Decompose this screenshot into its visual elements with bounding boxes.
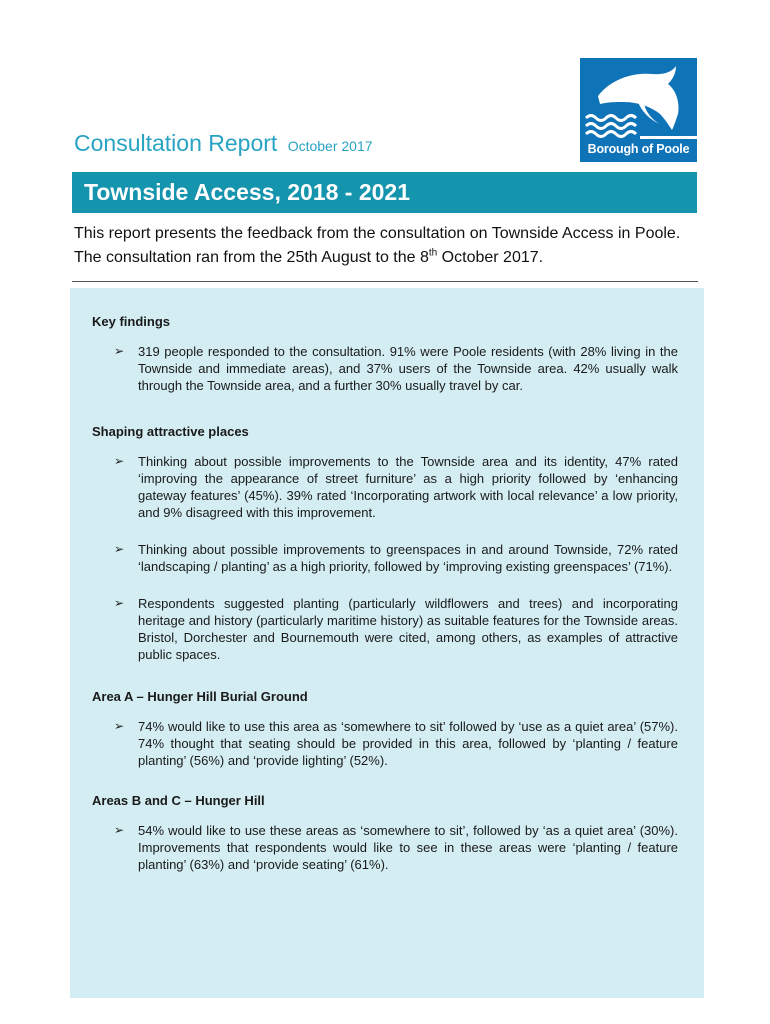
report-title (74, 130, 373, 157)
list-item (92, 718, 678, 769)
list-item-text: Thinking about possible improvements to the Townside area and its identity, 47% rated ‘improving the appearance of street furniture’ as a high priority followed by ‘enhancing gateway features’ (45%). 39% rated ‘Incorporating artwork with local relevance’ a low priority, and 9% disagreed with this improvement. (138, 454, 678, 520)
section-heading: Areas B and C – Hunger Hill (92, 793, 265, 808)
title-banner: Townside Access, 2018 - 2021 (72, 172, 697, 213)
arrow-bullet-icon: ➢ (114, 454, 125, 468)
arrow-bullet-icon: ➢ (114, 596, 125, 610)
intro-paragraph (74, 222, 700, 270)
list-item (92, 343, 678, 394)
list-item-text: Respondents suggested planting (particularly wildflowers and trees) and incorporating heritage and history (particularly maritime history) as suitable features for the Townside areas. Bristol, Dorchester and Bournemouth were cited, among others, as examples of attractive public spaces. (138, 596, 678, 662)
report-date: October 2017 (287, 138, 373, 154)
section-heading: Shaping attractive places (92, 424, 249, 439)
section-shaping-attractive-places (92, 424, 678, 663)
list-item-text: Thinking about possible improvements to greenspaces in and around Townside, 72% rated ‘landscaping / planting’ as a high priority, followed by ‘improving existing greenspaces’ (71%). (138, 542, 678, 574)
arrow-bullet-icon: ➢ (114, 344, 125, 358)
list-item-text: 54% would like to use these areas as ‘somewhere to sit’, followed by ‘as a quiet area’ (30%). Improvements that respondents would like to see in these areas were ‘planting / feature planting’ (63%) and ‘provide seating’ (61%). (138, 823, 678, 872)
list-item (92, 541, 678, 575)
arrow-bullet-icon: ➢ (114, 823, 125, 837)
section-areas-b-c (92, 793, 678, 873)
list-item (92, 822, 678, 873)
dolphin-icon (580, 58, 697, 148)
intro-text-end: October 2017. (437, 249, 544, 266)
section-key-findings (92, 314, 678, 394)
arrow-bullet-icon: ➢ (114, 719, 125, 733)
report-title-text: Consultation Report (74, 130, 278, 156)
divider (72, 281, 698, 282)
list-item-text: 74% would like to use this area as ‘somewhere to sit’ followed by ‘use as a quiet area’ (57%). 74% thought that seating should be provided in this area, followed by ‘planting / feature planting’ (56%) and ‘provide lighting’ (52%). (138, 719, 678, 768)
list-item (92, 595, 678, 663)
findings-content (92, 314, 678, 893)
list-item-text: 319 people responded to the consultation. 91% were Poole residents (with 28% living in the Townside and immediate areas), and 37% users of the Townside area. 42% usually walk through the Townside area, and a further 30% usually travel by car. (138, 344, 678, 393)
intro-superscript: th (428, 247, 438, 259)
section-heading: Key findings (92, 314, 171, 329)
borough-of-poole-logo (580, 58, 697, 162)
logo-text: Borough of Poole (587, 142, 690, 156)
intro-text: This report presents the feedback from the consultation on Townside Access in Poole. The consultation ran from the 25th August to the 8 (74, 225, 681, 266)
section-area-a (92, 689, 678, 769)
section-heading: Area A – Hunger Hill Burial Ground (92, 689, 308, 704)
list-item (92, 453, 678, 521)
arrow-bullet-icon: ➢ (114, 542, 125, 556)
